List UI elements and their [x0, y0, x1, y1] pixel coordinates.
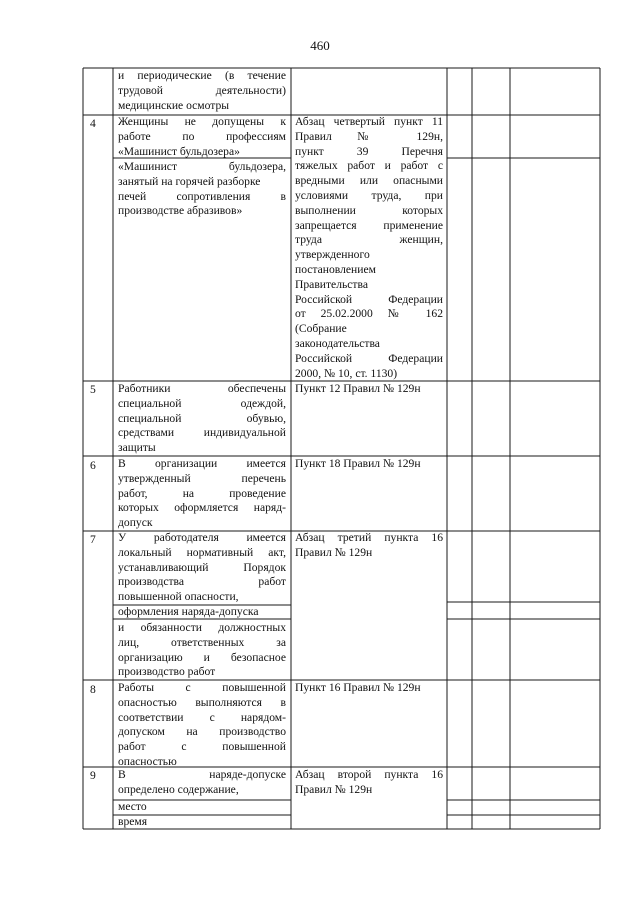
requirement-cell: Работники обеспечены специальной одеждой, специальной обувью, средствами индивидуальной защиты — [118, 382, 286, 455]
row-number: 7 — [90, 533, 96, 546]
row-number: 8 — [90, 683, 96, 696]
requirement-subcell: «Машинист бульдозера, занятый на горячей разборке печей сопротивления в производстве абразивов» — [118, 160, 286, 218]
reference-cell: Пункт 18 Правил № 129н — [295, 457, 421, 470]
requirement-subcell: оформления наряда-допуска — [118, 605, 259, 618]
requirement-cell: У работодателя имеется локальный нормативный акт, устанавливающий Порядок производства работ повышенной опасности, — [118, 531, 286, 604]
requirement-cell: Женщины не допущены к работе по профессиям «Машинист бульдозера» — [118, 115, 286, 158]
requirement-subcell: время — [118, 815, 148, 828]
reference-cell: Пункт 12 Правил № 129н — [295, 382, 421, 395]
reference-cell: Абзац четвертый пункт 11 Правил № 129н, пункт 39 Перечня тяжелых работ и работ с вредными или опасными условиями труда, при выполнении которых запрещается применение труда женщин, утвержденного постановлением Правительства Российской Федерации от 25.02.2000 № 162 (Собрание законодательства Российской Федерации 2000, № 10, ст. 1130) — [295, 115, 443, 380]
requirement-cell: В наряде-допуске определено содержание, — [118, 768, 286, 796]
requirement-cell: В организации имеется утвержденный перечень работ, на проведение которых оформляется наряд- допуск — [118, 457, 286, 530]
reference-cell: Абзац второй пункта 16 Правил № 129н — [295, 768, 443, 796]
requirement-subcell: и обязанности должностных лиц, ответственных за организацию и безопасное производство работ — [118, 621, 286, 679]
requirement-cell: Работы с повышенной опасностью выполняются в соответствии с нарядом- допуском на производство работ с повышенной опасностью — [118, 681, 286, 768]
reference-cell: Пункт 16 Правил № 129н — [295, 681, 421, 694]
page-number: 460 — [310, 38, 330, 53]
requirement-cell: и периодические (в течение трудовой деятельности) медицинские осмотры — [118, 69, 286, 112]
row-number: 6 — [90, 459, 96, 472]
reference-cell: Абзац третий пункта 16 Правил № 129н — [295, 531, 443, 559]
row-number: 4 — [90, 117, 96, 130]
row-number: 5 — [90, 383, 96, 396]
row-number: 9 — [90, 769, 96, 782]
requirement-subcell: место — [118, 800, 147, 813]
